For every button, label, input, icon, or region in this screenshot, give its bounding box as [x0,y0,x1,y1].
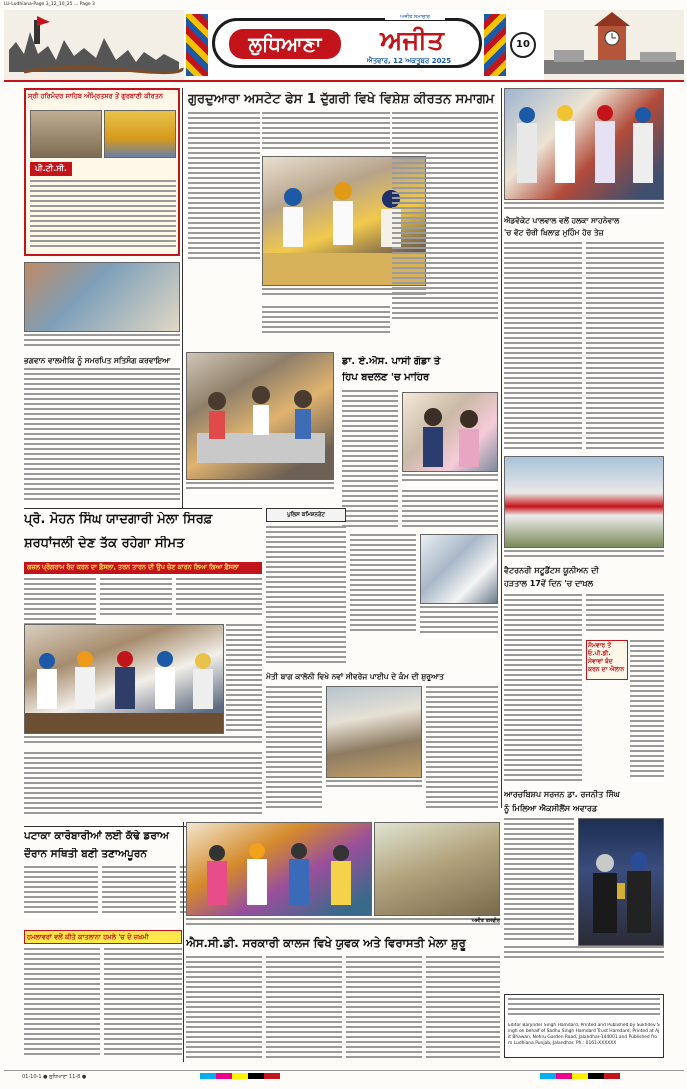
advocate-article-col2 [586,242,664,452]
award-photo-caption [504,946,664,968]
veterinary-article-col2a [586,594,664,638]
main-article-col1 [188,112,260,262]
bhagwan-article-text [24,368,180,506]
veterinary-inset-photo [420,534,498,604]
moti-article-col1 [266,686,322,812]
hamla-headline-banner: ਹਮਲਾਵਰਾਂ ਵਲੋਂ ਕੀਤੇ ਕਾਤਲਾਨਾ ਹਮਲੇ 'ਚ ਦੋ ਜ਼ਖ਼ਮੀ [24,930,182,944]
imprint-notice [508,998,660,1020]
photo-byline: ਅਜੀਤ ਤਸਵੀਰ [471,918,500,924]
masthead [4,10,684,82]
pattern-strip-left [186,14,208,76]
kirtan-photo [30,110,102,158]
column-rule-bottom [183,822,184,1062]
ptc-badge: ਪੀ.ਟੀ.ਸੀ. [30,162,72,176]
imprint-text [508,1023,660,1055]
paper-kicker: ਅਜੀਤ ਸਮਾਚਾਰ [385,14,445,20]
patakha-article-col2 [102,866,176,916]
mohan-meeting-photo [24,624,224,734]
moti-bagh-photo [326,686,422,778]
children-food-photo [186,352,334,480]
bhagwan-headline: ਭਗਵਾਨ ਵਾਲਮੀਕਿ ਨੂੰ ਸਮਰਪਿਤ ਸਤਿਸੰਗ ਕਰਵਾਇਆ [24,356,171,365]
college-article-col2 [266,956,342,1060]
skyline-left-illustration [4,10,184,80]
city-name: ਲੁਧਿਆਣਾ [229,29,341,59]
imprint-line-2: Hamdard, Printed at Ajit Bhawan, Nehru Garden Road, Jalandhar-144001 and Published from Ludhiana [508,1029,660,1046]
award-photo [578,818,664,946]
imprint-line-1: Editor Barjinder Singh Hamdard, Printed and Published by Sukhdev Singh on behalf of Sadhu Singh Hamdard Trust [508,1023,660,1034]
main-article-col2b [262,306,390,346]
color-register-bar [200,1073,280,1079]
moti-photo-caption [326,780,422,794]
issue-date: ਐਤਵਾਰ, 12 ਅਕਤੂਬਰ 2025 [366,57,452,65]
patakha-article-col1 [24,866,98,916]
column-rule-right [501,88,502,808]
mohan-article-col3b [226,624,262,734]
college-photo-caption [186,918,500,932]
bottom-strip: 01-10-1 ● ਲੁਧਿਆਣਾ 11-8 ● [4,1070,684,1082]
hamla-article-col2 [104,948,182,1060]
patakha-headline-2: ਦੌਰਾਨ ਸਥਿਤੀ ਬਣੀ ਤਣਾਅਪੂਰਨ [24,848,147,860]
veterinary-headline-2: ਹੜਤਾਲ 17ਵੇਂ ਦਿਨ 'ਚ ਦਾਖ਼ਲ [504,579,594,588]
veterinary-article-col2b [630,640,664,784]
veterinary-photo-caption [504,550,664,564]
college-headline: ਐਸ.ਸੀ.ਡੀ. ਸਰਕਾਰੀ ਕਾਲਜ ਵਿਖੇ ਯੁਵਕ ਅਤੇ ਵਿਰਾਸਤੀ ਮੇਲਾ ਸ਼ੁਰੂ [186,936,466,950]
color-register-bar-right [540,1073,620,1079]
award-photo-figures [579,819,664,946]
archbishop-headline-2: ਨੂੰ ਮਿਲਿਆ ਐਕਸੀਲੈਂਸ ਅਵਾਰਡ [504,804,598,813]
advocate-photo-caption [504,202,664,216]
mohan-photo-caption [24,736,262,750]
pasi-headline-1: ਡਾ. ਏ.ਐਸ. ਪਾਸੀ ਗੋਡਾ ਤੇ [342,356,441,367]
mid-article-col [350,534,416,634]
pattern-strip-right [484,14,506,76]
patakha-headline-1: ਪਟਾਕਾ ਕਾਰੋਬਾਰੀਆਂ ਲਈ ਕੱਢੇ ਡਰਾਅ [24,830,169,842]
veterinary-article-col1 [504,594,582,784]
opd-notice-box: ਸੋਮਵਾਰ ਤੋਂ ਓ.ਪੀ.ਡੀ. ਸੇਵਾਵਾਂ ਬੰਦ ਕਰਨ ਦਾ ਐਲਾਨ [586,640,628,680]
police-box-label: ਪੁਲਿਸ ਕਮਿਸ਼ਨਰੇਟ [266,508,346,522]
moti-article-col2 [426,686,498,812]
mohan-photo-figures [25,625,224,734]
ptc-ad-text [30,180,176,250]
archbishop-article-text [504,818,574,942]
bhagwan-photo-caption [24,334,180,354]
college-event-photo-1 [186,822,372,916]
title-pill [212,14,482,68]
college-photo-figures [187,823,372,916]
mohan-article-col3 [176,578,262,620]
main-headline: ਗੁਰਦੁਆਰਾ ਅਸਟੇਟ ਫੇਸ 1 ਦੁੱਗਰੀ ਵਿਖੇ ਵਿਸ਼ੇਸ਼ ਕੀਰਤਨ ਸਮਾਗਮ [188,92,495,107]
kirtan-photo-caption [262,288,426,304]
moti-headline: ਮੋਤੀ ਬਾਗ ਕਾਲੋਨੀ ਵਿਖੇ ਨਵਾਂ ਸੀਵਰੇਜ ਪਾਈਪ ਦੇ ਕੰਮ ਦੀ ਸ਼ੁਰੂਆਤ [266,672,444,681]
section-rule [24,508,262,509]
mohan-headline-2: ਸ਼ਰਧਾਂਜਲੀ ਦੇਣ ਤੱਕ ਰਹੇਗਾ ਸੀਮਤ [24,536,185,551]
hamla-article-col1 [24,948,100,1060]
college-article-col1 [186,956,262,1060]
ptc-ad-box [24,88,180,256]
veterinary-inset-text [420,606,498,636]
imprint-box [504,994,664,1058]
advocate-article-col1 [504,242,582,452]
college-event-photo-2 [374,822,500,916]
golden-temple-photo [104,110,176,158]
mohan-article-col2 [100,578,172,620]
bhagwan-valmiki-photo [24,262,180,332]
main-article-col2 [262,112,390,154]
ptc-ad-title: ਸ੍ਰੀ ਹਰਿਮੰਦਰ ਸਾਹਿਬ ਅੰਮ੍ਰਿਤਸਰ ਤੋਂ ਗੁਰਬਾਣੀ ਕੀਰਤਨ [28,92,163,100]
mohan-strap-banner: ਗਜ਼ਲ ਪ੍ਰੋਗਰਾਮ ਰੱਦ ਕਰਨ ਦਾ ਫ਼ੈਸਲਾ, ਤਰਨ ਤਾਰਨ ਦੀ ਉਪ ਚੋਣ ਕਾਰਨ ਲਿਆ ਗਿਆ ਫ਼ੈਸਲਾ [24,562,262,574]
police-article-text [266,526,346,666]
pasi-article-col2 [402,490,498,530]
college-article-col3 [346,956,422,1060]
dr-pasi-photo-figures [403,393,498,472]
imprint-line-3: Punjab, Jalandhar. Ph.: 0161-XXXXXX [535,1041,617,1046]
paper-name: ਅਜੀਤ [380,26,444,56]
children-photo-figures [187,353,334,480]
advocate-photo [504,88,664,200]
college-article-col4 [426,956,500,1060]
dr-pasi-caption [402,474,498,488]
veterinary-protest-photo [504,456,664,548]
clock-tower-illustration [544,10,684,80]
dr-pasi-photo [402,392,498,472]
archbishop-headline-1: ਆਰਚਬਿਸ਼ਪ ਸਰਜਨ ਡਾ. ਰਜਨੀਤ ਸਿੰਘ [504,790,620,799]
pasi-headline-2: ਹਿਪ ਬਦਲਣ 'ਚ ਮਾਹਿਰ [342,372,430,383]
mohan-headline-1: ਪ੍ਰੋ. ਮੋਹਨ ਸਿੰਘ ਯਾਦਗਾਰੀ ਮੇਲਾ ਸਿਰਫ਼ [24,512,213,527]
advocate-headline-2: 'ਚ ਵੋਟ ਚੋਰੀ ਖ਼ਿਲਾਫ਼ ਮੁਹਿੰਮ ਹੋਰ ਤੇਜ਼ [504,228,604,237]
children-photo-caption [186,482,334,498]
print-slug: LU-Ludhiana-Page 3_12_10_25 ... Page 3 [4,2,95,7]
pasi-article-col1 [342,390,398,530]
advocate-headline-1: ਐਡਵੋਕੇਟ ਪਾਲਵਾਲ ਵਲੋਂ ਹਲਕਾ ਸਾਹਨੇਵਾਲ [504,216,620,225]
column-rule [182,88,183,508]
mohan-article-bottom [24,752,262,822]
advocate-photo-figures [505,89,664,200]
veterinary-headline-1: ਵੈਟਰਨਰੀ ਸਟੂਡੈਂਟਸ ਯੂਨੀਅਨ ਦੀ [504,566,599,575]
page-number: 10 [510,32,536,58]
